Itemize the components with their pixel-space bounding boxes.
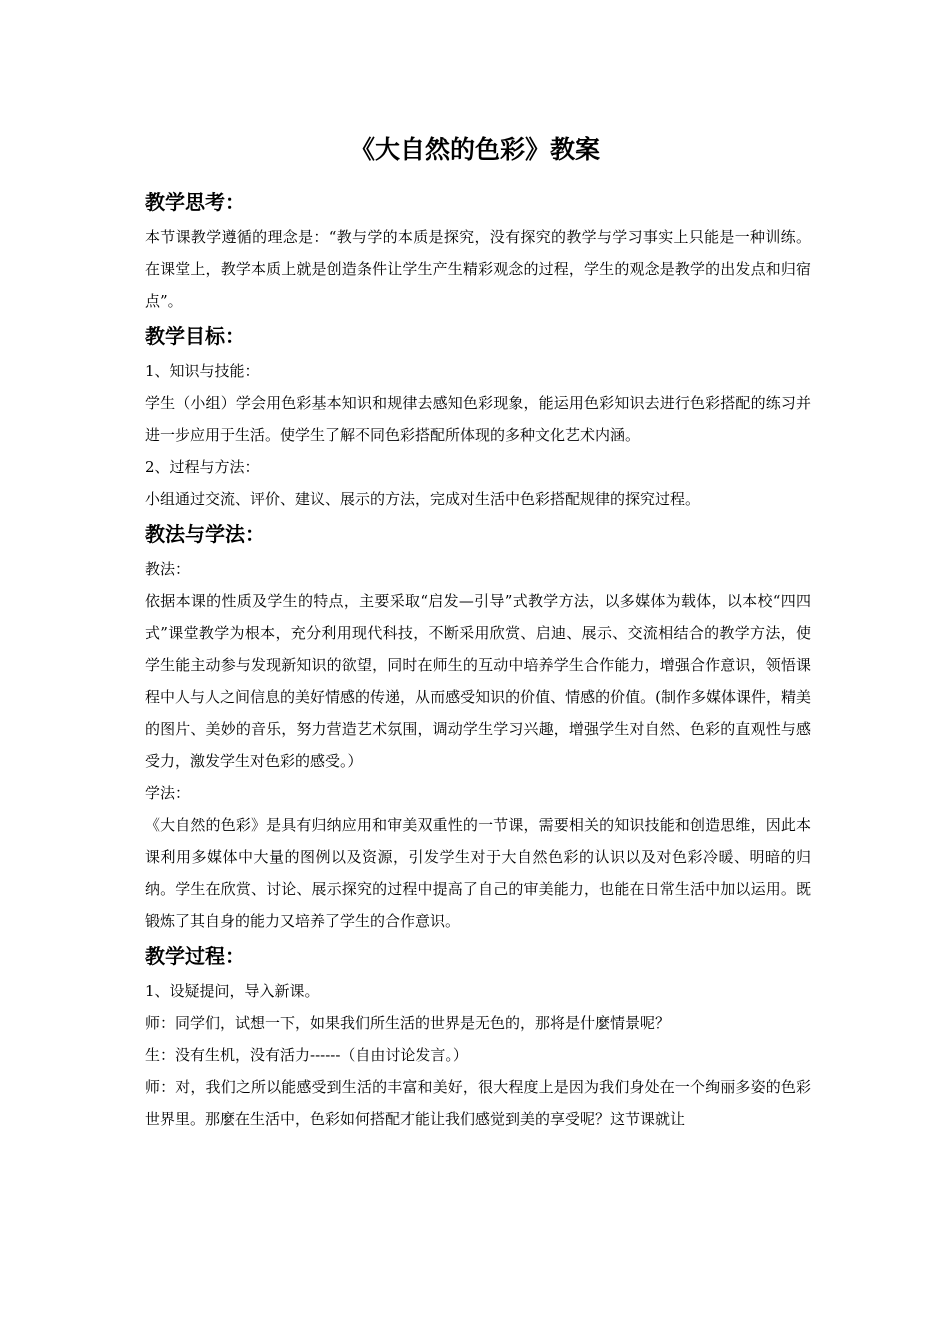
learning-method-text: 《大自然的色彩》是具有归纳应用和审美双重性的一节课，需要相关的知识技能和创造思维，因此本课利用多媒体中大量的图例以及资源，引发学生对于大自然色彩的认识以及对色彩冷暖、明暗的归纳。学生在欣赏、讨论、展示探究的过程中提高了自己的审美能力，也能在日常生活中加以运用。既锻炼了其自身的能力又培养了学生的合作意识。 — [145, 816, 811, 930]
section-heading-goals: 教学目标： — [145, 324, 245, 348]
goal-2-text: 小组通过交流、评价、建议、展示的方法，完成对生活中色彩搭配规律的探究过程。 — [145, 490, 701, 508]
section-heading-process: 教学过程： — [145, 944, 245, 968]
section-heading-methods: 教法与学法： — [145, 522, 265, 546]
section-heading-thinking: 教学思考： — [145, 190, 245, 214]
document-title: 《大自然的色彩》教案 — [349, 135, 600, 164]
goal-1-text: 学生（小组）学会用色彩基本知识和规律去感知色彩现象，能运用色彩知识去进行色彩搭配的练习并进一步应用于生活。使学生了解不同色彩搭配所体现的多种文化艺术内涵。 — [145, 394, 811, 444]
teacher-line-1: 师：同学们，试想一下，如果我们所生活的世界是无色的，那将是什麼情景呢？ — [145, 1014, 671, 1032]
goal-2-label: 2、过程与方法： — [145, 458, 260, 476]
teacher-line-2: 师：对，我们之所以能感受到生活的丰富和美好，很大程度上是因为我们身处在一个绚丽多姿的色彩世界里。那麼在生活中，色彩如何搭配才能让我们感觉到美的享受呢？这节课就让 — [145, 1078, 811, 1128]
student-line-1: 生：没有生机，没有活力------（自由讨论发言。） — [145, 1046, 468, 1064]
thinking-paragraph: 本节课教学遵循的理念是：“教与学的本质是探究，没有探究的教学与学习事实上只能是一种训练。在课堂上，教学本质上就是创造条件让学生产生精彩观念的过程，学生的观念是教学的出发点和归宿点”。 — [145, 228, 811, 310]
teaching-method-text: 依据本课的性质及学生的特点，主要采取“启发—引导”式教学方法，以多媒体为载体，以本校“四四式”课堂教学为根本，充分利用现代科技，不断采用欣赏、启迪、展示、交流相结合的教学方法，使学生能主动参与发现新知识的欲望，同时在师生的互动中培养学生合作能力，增强合作意识，领悟课程中人与人之间信息的美好情感的传递，从而感受知识的价值、情感的价值。(制作多媒体课件，精美的图片、美妙的音乐，努力营造艺术氛围，调动学生学习兴趣，增强学生对自然、色彩的直观性与感受力，激发学生对色彩的感受。） — [145, 592, 811, 770]
document-body — [145, 183, 811, 1135]
goal-1-label: 1、知识与技能： — [145, 362, 260, 380]
process-step-1: 1、设疑提问，导入新课。 — [145, 982, 320, 1000]
teaching-method-label: 教法： — [145, 560, 191, 578]
learning-method-label: 学法： — [145, 784, 191, 802]
